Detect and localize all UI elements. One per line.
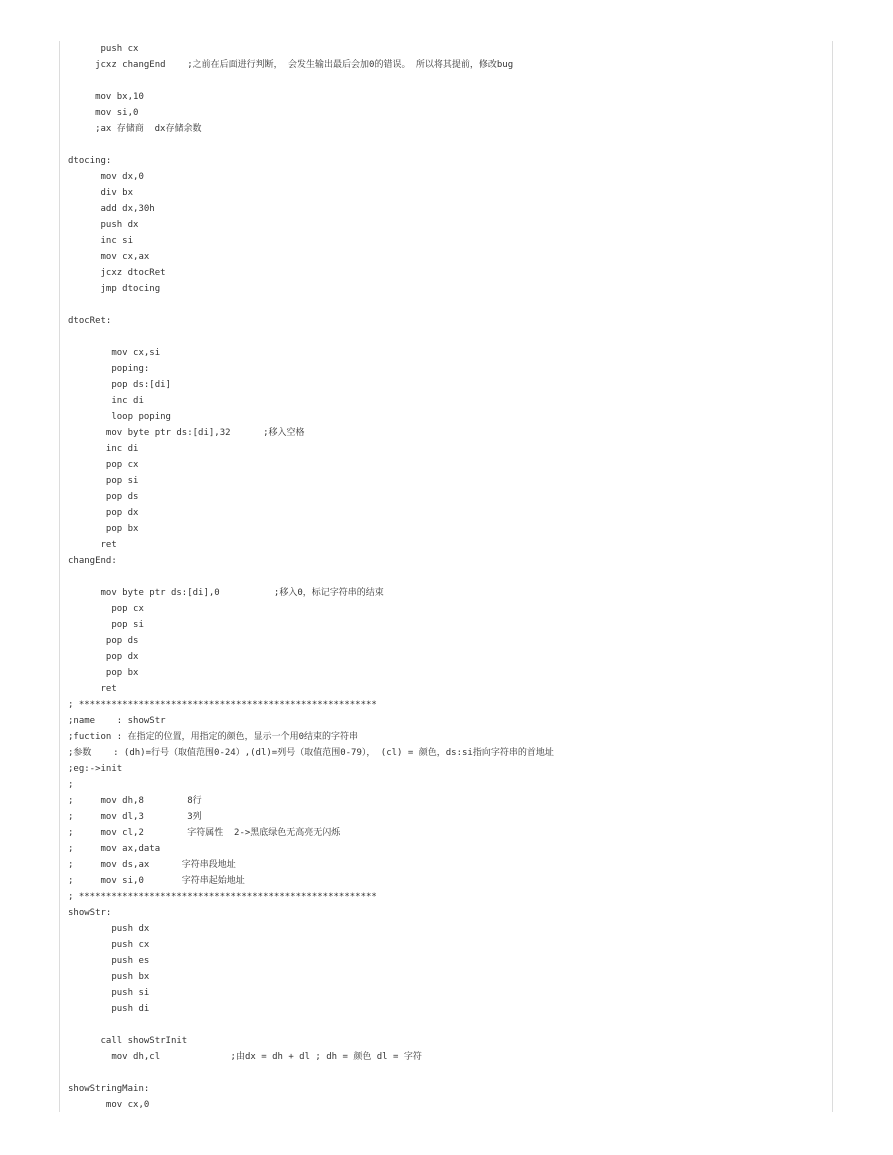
code-line	[68, 297, 828, 313]
code-line: call showStrInit	[68, 1036, 188, 1046]
code-line: pop cx	[68, 604, 144, 614]
code-line: changEnd:	[68, 556, 117, 566]
code-line: mov cx,ax	[68, 252, 150, 262]
code-line: mov cx,0	[68, 1100, 150, 1110]
code-line: ;参数 : (dh)=行号（取值范围0-24）,(dl)=列号（取值范围0-79）， (cl) = 颜色，ds:si指向字符串的首地址	[68, 748, 554, 758]
code-line: push bx	[68, 972, 150, 982]
code-line: ; mov cl,2 字符属性 2->黑底绿色无高亮无闪烁	[68, 828, 341, 838]
code-line: mov byte ptr ds:[di],32 ;移入空格	[68, 428, 305, 438]
code-line: ; mov dl,3 3列	[68, 812, 202, 822]
code-line: pop ds	[68, 636, 139, 646]
code-line: jcxz changEnd ;之前在后面进行判断， 会发生输出最后会加0的错误。 所以将其提前，修改bug	[68, 60, 514, 70]
code-line: pop cx	[68, 460, 139, 470]
code-line: dtocing:	[68, 156, 112, 166]
code-line: push dx	[68, 220, 139, 230]
code-line: mov bx,10	[68, 92, 144, 102]
code-line: dtocRet:	[68, 316, 112, 326]
code-line: ; mov ax,data	[68, 844, 161, 854]
code-line: push es	[68, 956, 150, 966]
code-line: jcxz dtocRet	[68, 268, 166, 278]
code-line: mov si,0	[68, 108, 139, 118]
code-line	[68, 329, 828, 345]
code-line: showStringMain:	[68, 1084, 150, 1094]
code-line	[68, 1065, 828, 1081]
code-line: jmp dtocing	[68, 284, 161, 294]
code-line: push di	[68, 1004, 150, 1014]
code-line: pop si	[68, 476, 139, 486]
code-line: mov dh,cl ;由dx = dh + dl ; dh = 颜色 dl = 字符	[68, 1052, 422, 1062]
code-line: pop ds:[di]	[68, 380, 171, 390]
code-line: div bx	[68, 188, 134, 198]
code-line: ; mov ds,ax 字符串段地址	[68, 860, 236, 870]
code-line: mov byte ptr ds:[di],0 ;移入0，标记字符串的结束	[68, 588, 384, 598]
code-line: push cx	[68, 940, 150, 950]
code-line: pop ds	[68, 492, 139, 502]
code-line: ;name : showStr	[68, 716, 166, 726]
code-line: poping:	[68, 364, 150, 374]
code-line: mov dx,0	[68, 172, 144, 182]
code-line: showStr:	[68, 908, 112, 918]
code-line: pop bx	[68, 668, 139, 678]
code-line: ret	[68, 540, 117, 550]
code-line: inc di	[68, 396, 144, 406]
code-line: inc si	[68, 236, 134, 246]
code-line: ; *******************************************************	[68, 892, 377, 902]
code-line: ret	[68, 684, 117, 694]
code-line: mov cx,si	[68, 348, 161, 358]
code-line	[68, 137, 828, 153]
code-line: push cx	[68, 44, 139, 54]
code-line: ;	[68, 780, 74, 790]
code-line: inc di	[68, 444, 139, 454]
code-line	[68, 1017, 828, 1033]
code-line: pop si	[68, 620, 144, 630]
code-line: pop bx	[68, 524, 139, 534]
code-line: ; *******************************************************	[68, 700, 377, 710]
code-line	[68, 569, 828, 585]
code-line: ;ax 存储商 dx存储余数	[68, 124, 202, 134]
code-line	[68, 73, 828, 89]
code-line: add dx,30h	[68, 204, 155, 214]
code-line: pop dx	[68, 652, 139, 662]
code-line: ;eg:->init	[68, 764, 123, 774]
code-line: push si	[68, 988, 150, 998]
code-line: ; mov dh,8 8行	[68, 796, 202, 806]
code-line: push dx	[68, 924, 150, 934]
code-block	[68, 41, 828, 1113]
code-line: ;fuction : 在指定的位置，用指定的颜色，显示一个用0结束的字符串	[68, 732, 359, 742]
code-line: loop poping	[68, 412, 171, 422]
code-line: pop dx	[68, 508, 139, 518]
code-line: ; mov si,0 字符串起始地址	[68, 876, 245, 886]
